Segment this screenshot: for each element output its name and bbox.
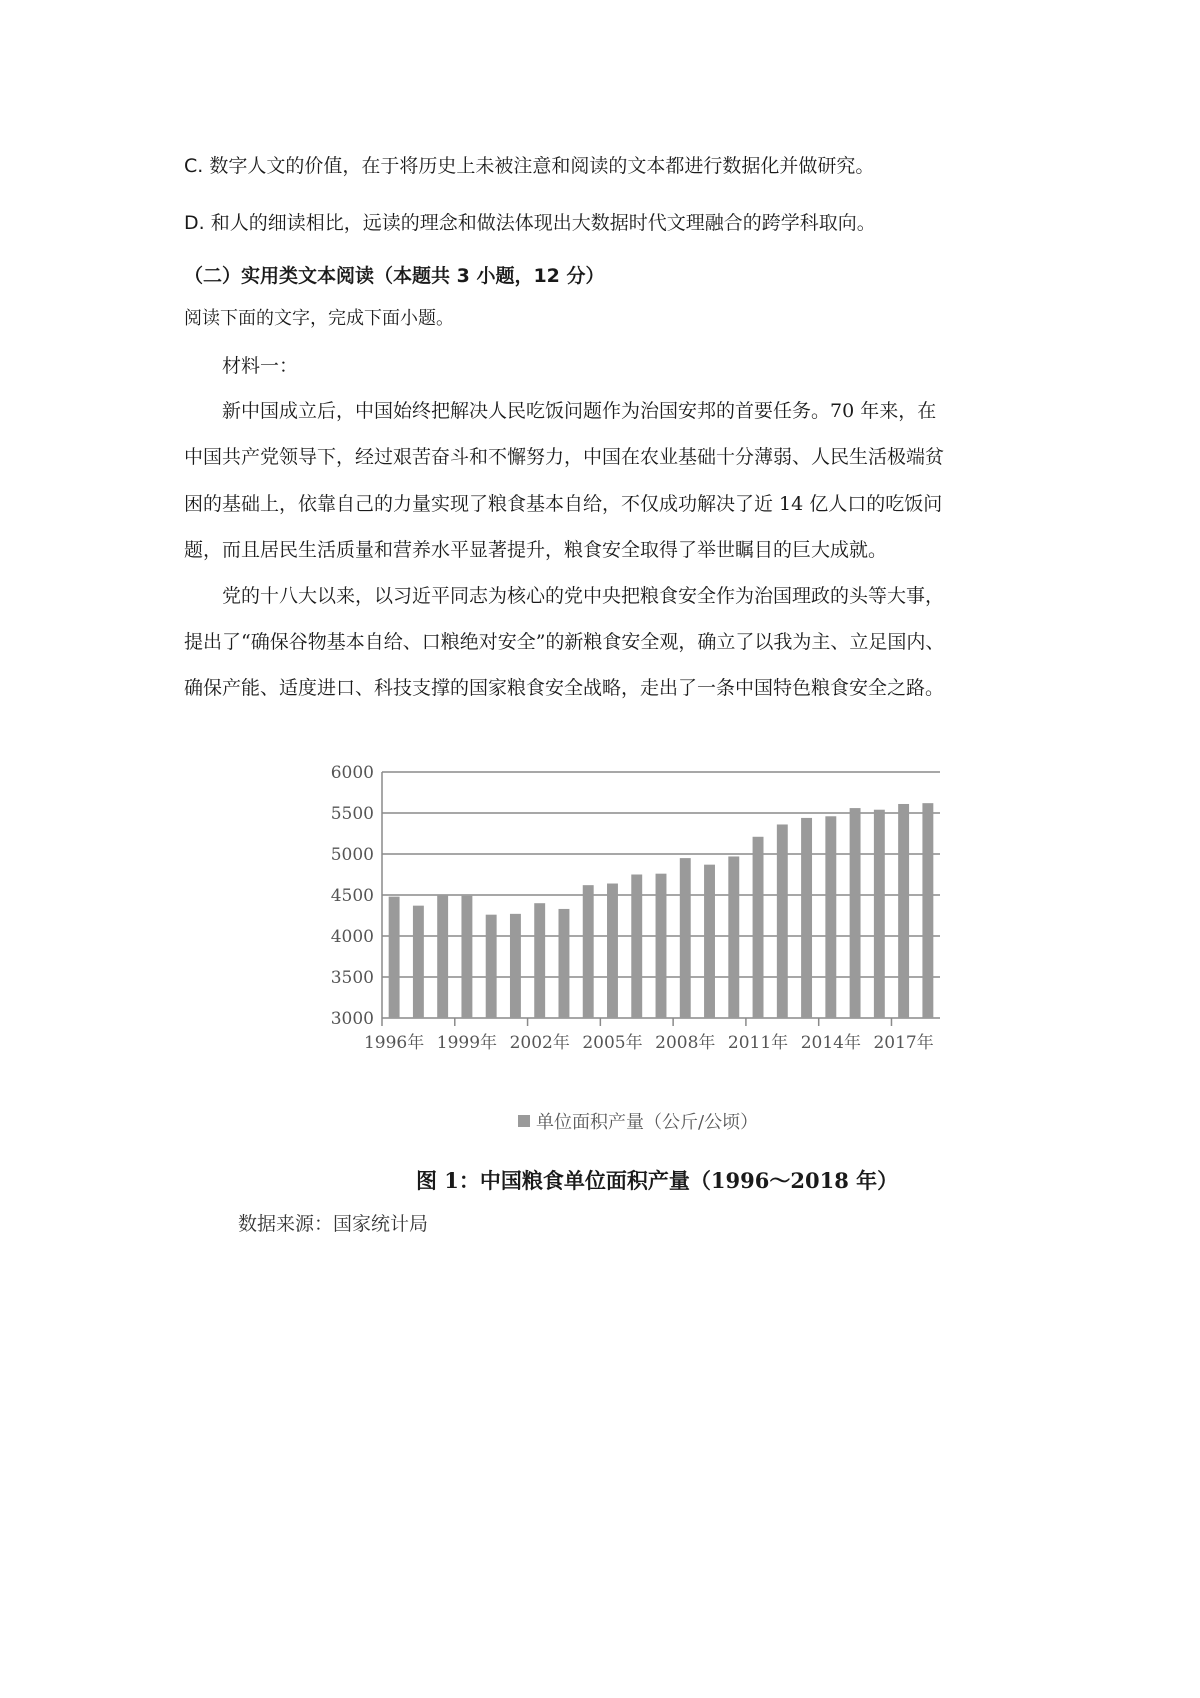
y-tick-label: 5000: [330, 845, 374, 865]
paragraph-1-line-2: 中国共产党领导下，经过艰苦奋斗和不懈努力，中国在农业基础十分薄弱、人民生活极端贫: [184, 446, 945, 468]
paragraph-2-line-2: 提出了“确保谷物基本自给、口粮绝对安全”的新粮食安全观，确立了以我为主、立足国内、: [184, 631, 945, 653]
material-label: 材料一：: [222, 355, 299, 377]
paragraph-2-line-3: 确保产能、适度进口、科技支撑的国家粮食安全战略，走出了一条中国特色粮食安全之路。: [184, 677, 945, 699]
figure-caption: 图 1：中国粮食单位面积产量（1996～2018 年）: [416, 1168, 899, 1193]
bar: [558, 909, 569, 1018]
bar: [825, 816, 836, 1018]
x-tick-label: 2017年: [873, 1033, 934, 1053]
option-c: C. 数字人文的价值，在于将历史上未被注意和阅读的文本都进行数据化并做研究。: [184, 155, 875, 177]
bar: [461, 896, 472, 1018]
data-source: 数据来源：国家统计局: [238, 1213, 429, 1235]
bar: [534, 903, 545, 1018]
paragraph-1-line-4: 题，而且居民生活质量和营养水平显著提升，粮食安全取得了举世瞩目的巨大成就。: [184, 539, 888, 561]
legend-swatch: [518, 1115, 530, 1127]
legend-label: 单位面积产量（公斤/公顷）: [536, 1112, 759, 1133]
bar: [922, 803, 933, 1018]
bar: [704, 865, 715, 1018]
bar: [583, 885, 594, 1018]
bar: [753, 837, 764, 1018]
paragraph-2-line-1: 党的十八大以来，以习近平同志为核心的党中央把粮食安全作为治国理政的头等大事，: [222, 585, 945, 607]
bar: [413, 906, 424, 1018]
option-d: D. 和人的细读相比，远读的理念和做法体现出大数据时代文理融合的跨学科取向。: [184, 212, 876, 234]
x-tick-label: 2011年: [727, 1033, 789, 1053]
bar: [510, 914, 521, 1018]
section-title: （二）实用类文本阅读（本题共 3 小题，12 分）: [184, 265, 605, 287]
instruction: 阅读下面的文字，完成下面小题。: [184, 308, 454, 329]
y-tick-label: 3000: [330, 1009, 374, 1029]
y-tick-label: 4000: [330, 927, 374, 947]
paragraph-1-line-1: 新中国成立后，中国始终把解决人民吃饭问题作为治国安邦的首要任务。70 年来，在: [222, 400, 937, 422]
bar: [631, 875, 642, 1019]
y-tick-label: 5500: [330, 804, 374, 824]
chart-svg: [330, 760, 1030, 1100]
bar: [850, 808, 861, 1018]
paragraph-1-line-3: 困的基础上，依靠自己的力量实现了粮食基本自给，不仅成功解决了近 14 亿人口的吃饭问: [184, 493, 943, 515]
bar: [656, 874, 667, 1018]
x-tick-label: 2005年: [582, 1033, 643, 1053]
x-tick-label: 1996年: [363, 1033, 425, 1053]
bar: [777, 824, 788, 1018]
bar: [728, 856, 739, 1018]
y-tick-label: 3500: [330, 968, 374, 988]
bar: [389, 897, 400, 1018]
x-tick-label: 1999年: [436, 1033, 498, 1053]
x-tick-label: 2008年: [655, 1033, 716, 1053]
bar: [898, 804, 909, 1018]
y-tick-label: 4500: [330, 886, 374, 906]
bar: [680, 858, 691, 1018]
bar: [486, 915, 497, 1018]
chart-legend: [518, 1108, 758, 1134]
y-tick-label: 6000: [330, 763, 374, 783]
yield-bar-chart: [330, 760, 1030, 1140]
bar: [801, 818, 812, 1018]
bar: [874, 810, 885, 1018]
bar: [607, 884, 618, 1018]
x-tick-label: 2014年: [800, 1033, 861, 1053]
bar: [437, 895, 448, 1018]
x-tick-label: 2002年: [509, 1033, 570, 1053]
